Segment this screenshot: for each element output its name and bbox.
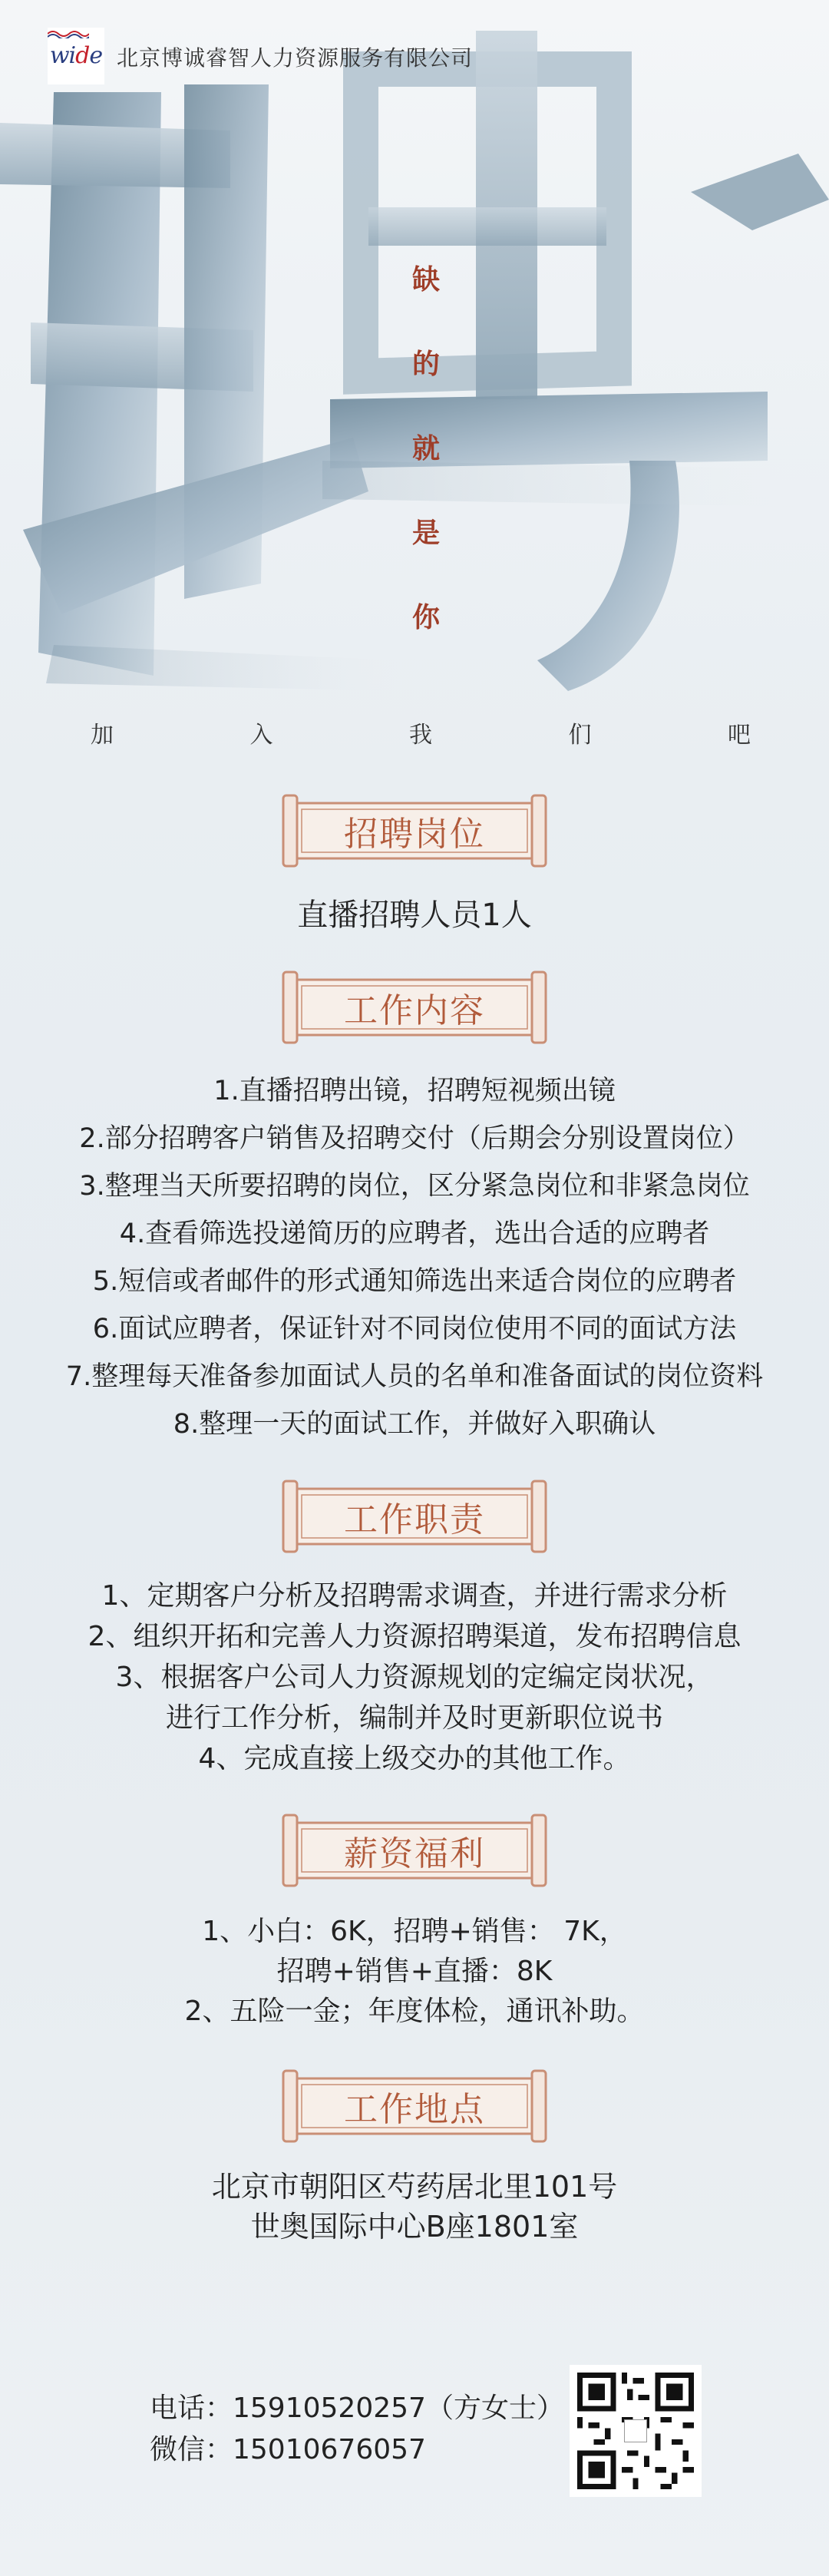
join-char: 入 bbox=[249, 722, 273, 749]
scroll-banner bbox=[280, 1478, 549, 1555]
logo-mark: wide bbox=[49, 42, 103, 69]
list-item: 1.直播招聘出镜，招聘短视频出镜 bbox=[213, 1076, 616, 1106]
join-char: 吧 bbox=[728, 722, 751, 749]
hero-banner bbox=[0, 0, 829, 752]
list-item: 3.整理当天所要招聘的岗位，区分紧急岗位和非紧急岗位 bbox=[79, 1171, 750, 1202]
slogan-vertical bbox=[407, 238, 445, 660]
company-logo bbox=[48, 28, 104, 84]
duties-list bbox=[0, 1576, 829, 1779]
section-title-salary bbox=[0, 1812, 829, 1889]
list-item: 进行工作分析，编制并及时更新职位说书 bbox=[165, 1702, 663, 1734]
section-title-label: 工作地点 bbox=[344, 2090, 485, 2129]
slogan-char: 是 bbox=[411, 518, 440, 549]
logo-waves-icon bbox=[48, 29, 89, 38]
list-item: 4、完成直接上级交办的其他工作。 bbox=[198, 1743, 631, 1774]
section-title-duties bbox=[0, 1478, 829, 1555]
list-item: 5.短信或者邮件的形式通知筛选出来适合岗位的应聘者 bbox=[92, 1266, 737, 1297]
list-item: 1、小白：6K，招聘+销售： 7K， bbox=[202, 1916, 627, 1947]
slogan-char: 就 bbox=[411, 433, 440, 465]
company-name: 北京博诚睿智人力资源服务有限公司 bbox=[117, 45, 474, 71]
list-item: 3、根据客户公司人力资源规划的定编定岗状况， bbox=[115, 1662, 714, 1693]
job-content-list bbox=[0, 1067, 829, 1448]
scroll-banner bbox=[280, 792, 549, 869]
list-item: 招聘+销售+直播：8K bbox=[276, 1956, 553, 1987]
phone-number[interactable]: 电话：15910520257（方女士） bbox=[150, 2392, 564, 2424]
join-char: 加 bbox=[91, 722, 114, 749]
join-char: 我 bbox=[409, 722, 432, 749]
section-title-label: 薪资福利 bbox=[344, 1834, 485, 1873]
scroll-banner bbox=[280, 969, 549, 1046]
list-item: 2.部分招聘客户销售及招聘交付（后期会分别设置岗位） bbox=[79, 1123, 750, 1154]
wechat-id[interactable]: 微信：15010676057 bbox=[150, 2434, 426, 2465]
address-line: 北京市朝阳区芍药居北里101号 bbox=[211, 2170, 618, 2204]
qr-code-pattern bbox=[577, 2373, 694, 2489]
section-title-label: 招聘岗位 bbox=[344, 815, 485, 854]
slogan-char: 你 bbox=[411, 602, 440, 633]
scroll-banner bbox=[280, 2068, 549, 2144]
salary-list bbox=[0, 1912, 829, 2032]
join-us-line bbox=[91, 716, 751, 749]
list-item: 7.整理每天准备参加面试人员的名单和准备面试的岗位资料 bbox=[65, 1361, 764, 1392]
list-item: 6.面试应聘者，保证针对不同岗位使用不同的面试方法 bbox=[92, 1314, 737, 1344]
list-item: 2、五险一金；年度体检，通讯补助。 bbox=[184, 1996, 645, 2027]
slogan-char: 的 bbox=[411, 349, 440, 380]
join-char: 们 bbox=[568, 722, 592, 749]
contact-info bbox=[150, 2388, 564, 2471]
job-position-line: 直播招聘人员1人 bbox=[297, 898, 532, 933]
list-item: 8.整理一天的面试工作，并做好入职确认 bbox=[173, 1409, 656, 1440]
location-address bbox=[0, 2167, 829, 2247]
address-line: 世奥国际中心B座1801室 bbox=[250, 2210, 579, 2244]
section-title-positions bbox=[0, 792, 829, 869]
section-title-location bbox=[0, 2068, 829, 2144]
section-title-label: 工作职责 bbox=[344, 1500, 485, 1539]
list-item: 1、定期客户分析及招聘需求调查，并进行需求分析 bbox=[101, 1580, 728, 1612]
scroll-banner bbox=[280, 1812, 549, 1889]
slogan-char: 缺 bbox=[411, 264, 440, 296]
positions-content bbox=[0, 891, 829, 934]
list-item: 4.查看筛选投递简历的应聘者，选出合适的应聘者 bbox=[119, 1219, 710, 1249]
section-title-job-content bbox=[0, 969, 829, 1046]
list-item: 2、组织开拓和完善人力资源招聘渠道，发布招聘信息 bbox=[88, 1621, 741, 1652]
section-title-label: 工作内容 bbox=[344, 991, 485, 1030]
qr-code-icon bbox=[570, 2365, 702, 2497]
